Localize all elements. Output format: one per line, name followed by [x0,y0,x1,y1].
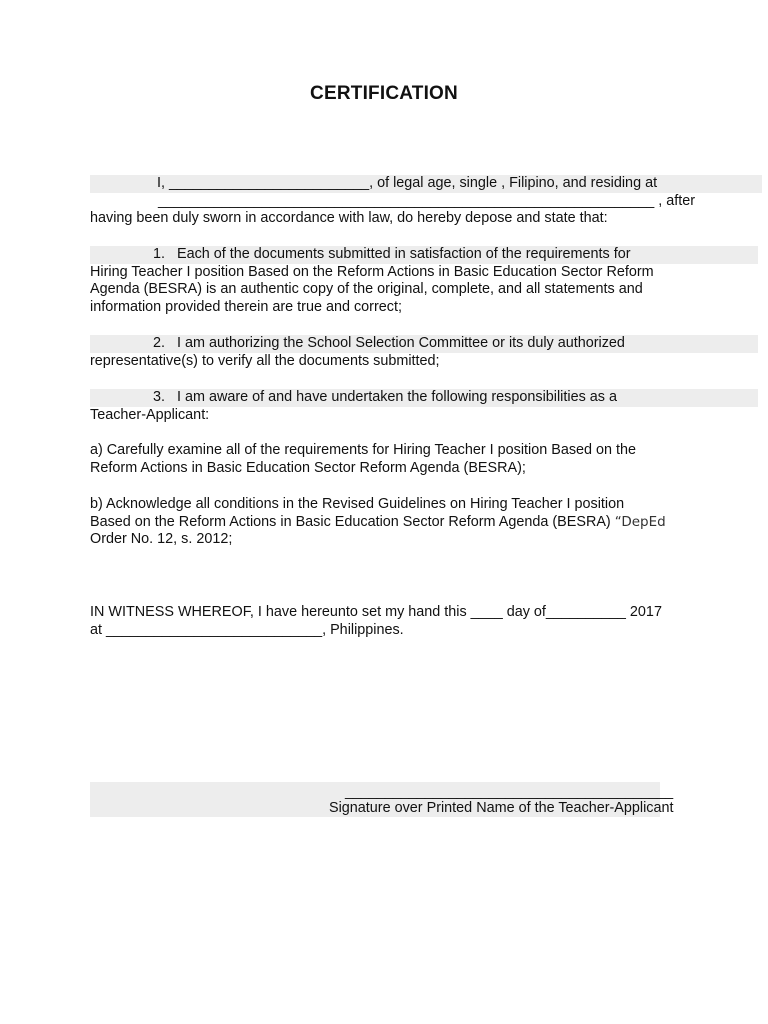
sub-item-b-line-3: Order No. 12, s. 2012; [90,531,233,548]
sub-item-b-line-2-tail: “DepEd [614,513,666,530]
sub-item-b-line-2-main: Based on the Reform Actions in Basic Education Sector Reform Agenda (BESRA) [90,513,615,530]
item-3-line-1: 3. I am aware of and have undertaken the following responsibilities as a [90,389,758,407]
witness-line-1: IN WITNESS WHEREOF, I have hereunto set my hand this ____ day of__________ 2017 [90,604,662,620]
sub-item-b-line-1: b) Acknowledge all conditions in the Revised Guidelines on Hiring Teacher I position [90,496,625,512]
sub-item-a-line-2: Reform Actions in Basic Education Sector Reform Agenda (BESRA); [90,459,526,476]
item-1-line-1: 1. Each of the documents submitted in satisfaction of the requirements for [90,246,758,264]
item-2-line-2: representative(s) to verify all the documents submitted; [90,352,440,369]
item-2-line-1: 2. I am authorizing the School Selection Committee or its duly authorized [90,335,758,353]
item-1-line-3: Agenda (BESRA) is an authentic copy of the original, complete, and all statements and [90,281,643,298]
item-1-paragraph [90,246,695,316]
intro-line-2: ______________________________________________________________ , after [158,192,695,209]
sub-item-b-line-2 [90,514,695,532]
signature-caption: Signature over Printed Name of the Teacher-Applicant [329,800,674,816]
item-1-line-4: information provided therein are true and correct; [90,298,402,315]
intro-paragraph [90,175,695,228]
sub-item-a-line-1: a) Carefully examine all of the requirements for Hiring Teacher I position Based on the [90,442,637,458]
witness-line-2: at ___________________________, Philippines. [90,621,404,638]
sub-item-b-paragraph [90,496,695,549]
witness-paragraph [90,604,695,639]
intro-line-1: I, _________________________, of legal age, single , Filipino, and residing at [90,175,762,193]
document-title: CERTIFICATION [310,83,458,104]
signature-line: _________________________________________ [345,784,674,800]
item-3-paragraph [90,389,695,424]
item-2-paragraph [90,335,695,370]
item-3-line-2: Teacher-Applicant: [90,406,210,423]
item-1-line-2: Hiring Teacher I position Based on the Reform Actions in Basic Education Sector Reform [90,263,654,280]
intro-line-3: having been duly sworn in accordance with law, do hereby depose and state that: [90,210,608,227]
sub-item-a-paragraph [90,442,695,477]
